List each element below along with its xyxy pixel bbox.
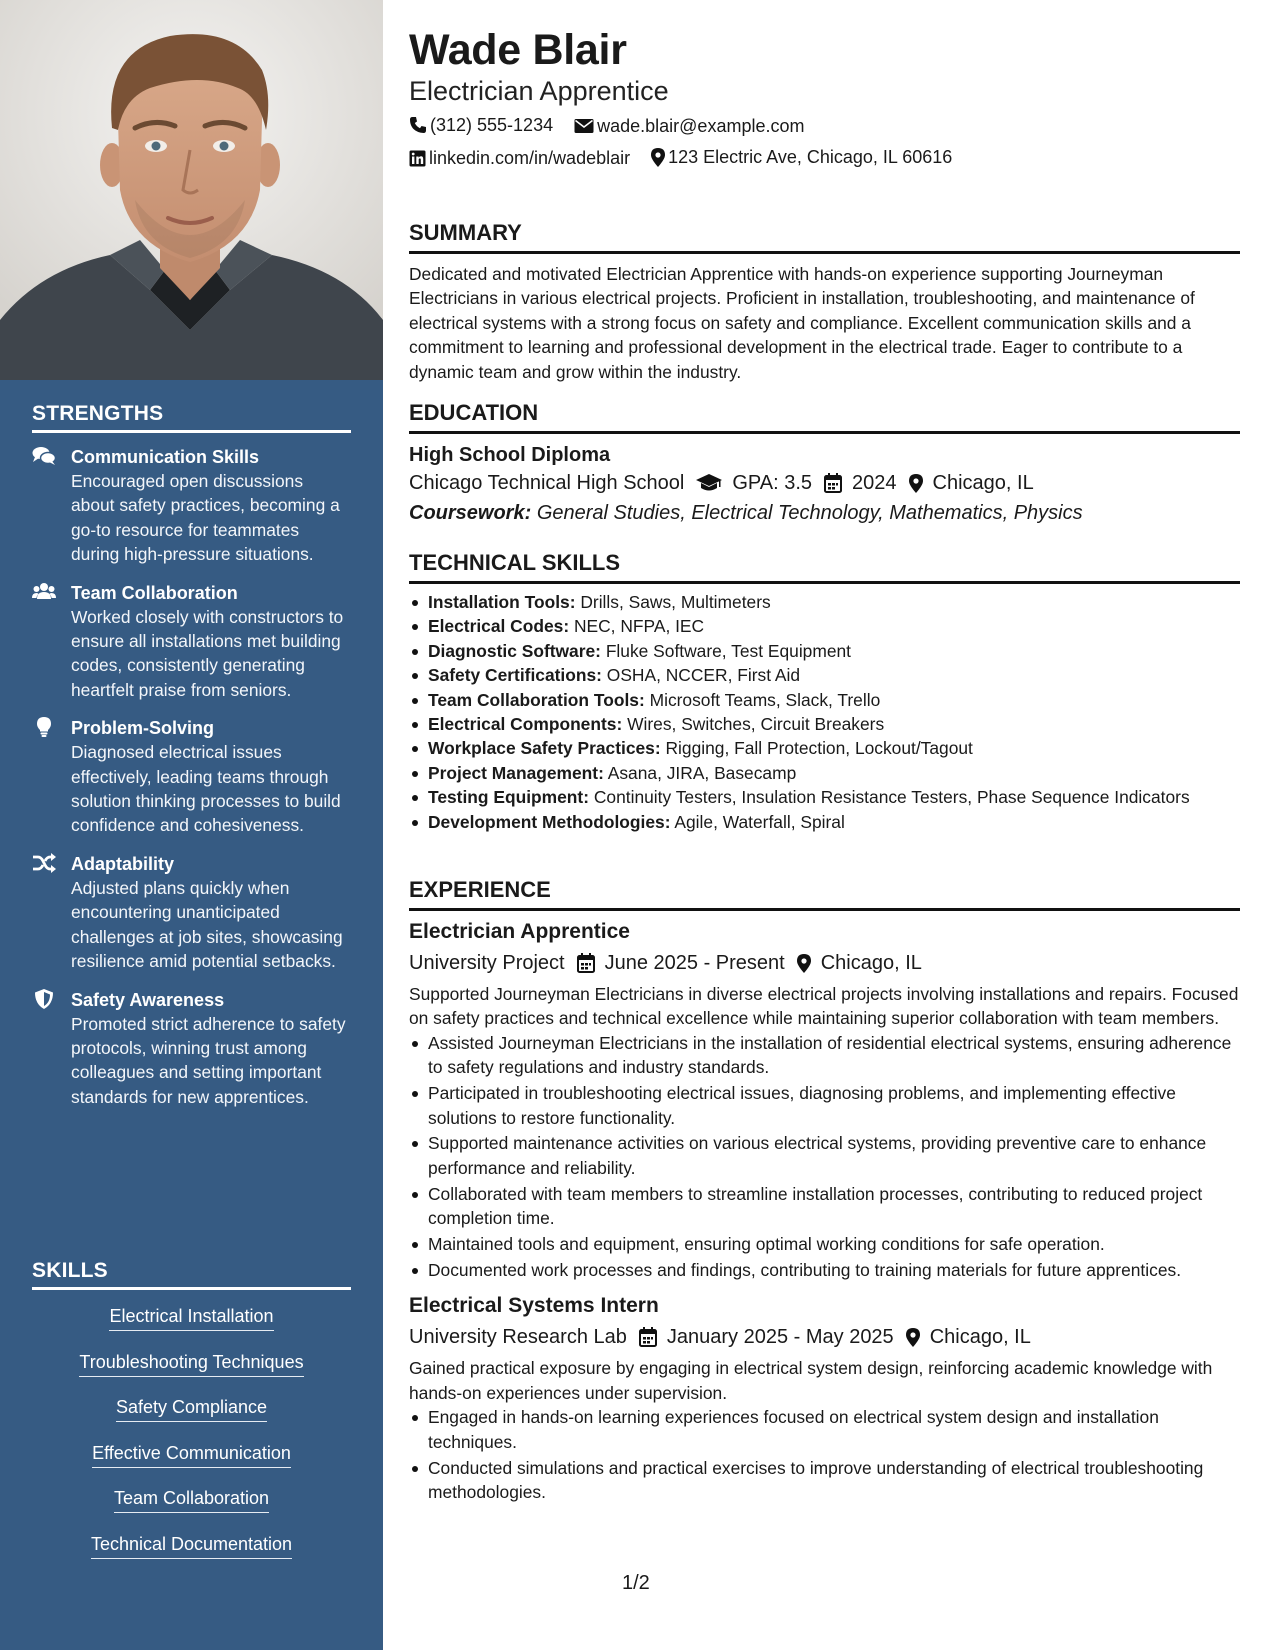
calendar-icon [824, 473, 842, 493]
tech-skill-label: Diagnostic Software: [428, 640, 601, 661]
location-text: Chicago, IL [932, 472, 1034, 494]
envelope-icon [574, 118, 594, 134]
strength-title: Team Collaboration [71, 582, 238, 603]
email-text: wade.blair@example.com [597, 116, 805, 136]
dates-text: June 2025 - Present [604, 952, 785, 974]
tech-skill-label: Workplace Safety Practices: [428, 738, 661, 759]
tech-skill-value: Wires, Switches, Circuit Breakers [627, 714, 885, 735]
education-meta [409, 468, 1240, 498]
tech-skill-label: Installation Tools: [428, 592, 576, 612]
calendar-icon [639, 1327, 657, 1347]
tech-skill-label: Team Collaboration Tools: [428, 689, 645, 710]
shuffle-icon [32, 853, 56, 873]
email-contact[interactable] [574, 114, 804, 138]
tech-skill-value: Rigging, Fall Protection, Lockout/Tagout [665, 738, 973, 759]
job-bullets [409, 1031, 1240, 1283]
skill-item [32, 1350, 351, 1396]
coursework-text: General Studies, Electrical Technology, Mathematics, Physics [536, 502, 1083, 524]
shield-icon [32, 989, 56, 1009]
tech-skill-value: Continuity Testers, Insulation Resistance Testers, Phase Sequence Indicators [593, 787, 1190, 808]
education-heading: EDUCATION [409, 399, 1240, 434]
address-contact [651, 145, 952, 169]
tech-skill-value: Asana, JIRA, Basecamp [607, 762, 797, 783]
phone-icon [409, 116, 427, 134]
map-pin-icon [651, 148, 665, 167]
skill-label: Effective Communication [92, 1441, 291, 1468]
tech-skill-item [409, 761, 1240, 785]
skill-label: Electrical Installation [109, 1304, 273, 1331]
job-entry [409, 1292, 1240, 1504]
skills-heading: SKILLS [32, 1259, 351, 1290]
school-text: Chicago Technical High School [409, 472, 685, 494]
skills-section [32, 1259, 351, 1577]
location-text: Chicago, IL [929, 1326, 1031, 1349]
map-pin-icon [909, 474, 923, 493]
summary-text: Dedicated and motivated Electrician Apprentice with hands-on experience supporting Journeyman Electricians in various electrical projects. Proficient in installation, troubleshooting, and maintenance of electrical systems with a strong focus on safety and compliance. Excellent communication skills and a commitment to learning and professional development in the electrical trade. Eager to contribute to a dynamic team and grow within the industry. [409, 264, 1195, 382]
tech-skill-label: Development Methodologies: [428, 811, 671, 832]
tech-skill-item [409, 688, 1240, 712]
org-text: University Project [409, 952, 565, 974]
strength-item [32, 988, 351, 1110]
tech-skill-value: Microsoft Teams, Slack, Trello [649, 689, 881, 710]
skill-item [32, 1441, 351, 1487]
strength-item [32, 581, 351, 703]
technical-skills-list [409, 590, 1240, 834]
tech-skill-value: OSHA, NCCER, First Aid [606, 665, 801, 686]
strength-item [32, 852, 351, 974]
location-text: Chicago, IL [820, 952, 922, 974]
tech-skill-value: Agile, Waterfall, Spiral [674, 811, 845, 832]
strength-title: Adaptability [71, 853, 175, 874]
degree-title: High School Diploma [409, 444, 611, 466]
tech-skill-item [409, 663, 1240, 687]
job-dates [639, 1322, 894, 1352]
experience-heading: EXPERIENCE [409, 876, 1240, 911]
job-bullet: Engaged in hands-on learning experiences focused on electrical system design and installation techniques. [409, 1405, 1240, 1454]
job-entry [409, 918, 1240, 1282]
linkedin-text: linkedin.com/in/wadeblair [429, 148, 631, 168]
strength-description: Promoted strict adherence to safety protocols, winning trust among colleagues and setting important standards for new apprentices. [71, 1013, 346, 1107]
job-meta [409, 948, 1240, 978]
technical-skills-section [409, 549, 1240, 834]
coursework-label: Coursework: [409, 502, 532, 524]
job-bullet: Participated in troubleshooting electrical issues, diagnosing problems, and implementing effective solutions to restore functionality. [409, 1081, 1240, 1130]
strength-title: Safety Awareness [71, 989, 225, 1010]
strength-description: Adjusted plans quickly when encountering unanticipated challenges at job sites, showcasing resilience amid potential setbacks. [71, 877, 343, 972]
tech-skill-item [409, 810, 1240, 834]
strength-description: Encouraged open discussions about safety practices, becoming a go-to resource for teammates during high-pressure situations. [71, 471, 340, 565]
graduation-year [824, 468, 897, 498]
tech-skill-item [409, 736, 1240, 760]
linkedin-icon [409, 150, 426, 167]
skill-item [32, 1532, 351, 1578]
job-meta [409, 1322, 1240, 1352]
skill-label: Safety Compliance [116, 1395, 267, 1422]
gpa-text: GPA: 3.5 [732, 472, 813, 494]
tech-skill-item [409, 712, 1240, 736]
comments-icon [32, 446, 56, 466]
job-org [409, 948, 565, 978]
education-section [409, 399, 1240, 528]
year-text: 2024 [852, 472, 897, 494]
job-bullet: Supported maintenance activities on various electrical systems, providing preventive care to enhance performance and reliability. [409, 1131, 1240, 1180]
tech-skill-value: NEC, NFPA, IEC [573, 616, 705, 637]
job-bullet: Maintained tools and equipment, ensuring optimal working conditions for safe operation. [409, 1232, 1240, 1256]
portrait-image [0, 0, 383, 380]
tech-skill-item [409, 590, 1240, 614]
school-name [409, 468, 684, 498]
job-org [409, 1322, 627, 1352]
candidate-role: Electrician Apprentice [409, 76, 669, 106]
map-pin-icon [906, 1328, 920, 1347]
summary-heading: SUMMARY [409, 219, 1240, 254]
job-title: Electrical Systems Intern [409, 1294, 659, 1318]
job-bullet: Collaborated with team members to streamline installation processes, contributing to reduced project completion time. [409, 1182, 1240, 1231]
tech-skill-label: Electrical Components: [428, 714, 623, 735]
job-location [797, 948, 922, 978]
skill-item [32, 1395, 351, 1441]
map-pin-icon [797, 954, 811, 973]
calendar-icon [577, 953, 595, 973]
strength-description: Worked closely with constructors to ensure all installations met building codes, consistently generating heartfelt praise from seniors. [71, 606, 344, 700]
org-text: University Research Lab [409, 1326, 627, 1349]
phone-contact[interactable] [409, 113, 553, 137]
tech-skill-label: Project Management: [428, 762, 604, 783]
job-bullet: Assisted Journeyman Electricians in the installation of residential electrical systems, ensuring adherence to safety regulations and industry standards. [409, 1031, 1240, 1080]
summary-section [409, 219, 1240, 384]
strength-item [32, 445, 351, 567]
technical-skills-heading: TECHNICAL SKILLS [409, 549, 1240, 584]
graduation-cap-icon [696, 474, 722, 492]
contact-row-2 [409, 145, 968, 173]
contact-row-1 [409, 113, 820, 140]
job-bullet: Documented work processes and findings, contributing to training materials for future apprentices. [409, 1258, 1240, 1282]
strength-description: Diagnosed electrical issues effectively, leading teams through solution thinking processes to build confidence and cohesiveness. [71, 742, 341, 836]
job-title: Electrician Apprentice [409, 920, 630, 943]
tech-skill-label: Testing Equipment: [428, 787, 590, 808]
dates-text: January 2025 - May 2025 [666, 1326, 894, 1349]
sidebar [0, 0, 383, 1650]
skills-list [32, 1304, 351, 1577]
job-summary: Gained practical exposure by engaging in electrical system design, reinforcing academic knowledge with hands-on experiences under supervision. [409, 1358, 1213, 1403]
tech-skill-label: Safety Certifications: [428, 665, 602, 686]
coursework [409, 498, 1240, 528]
job-dates [577, 948, 785, 978]
tech-skill-value: Drills, Saws, Multimeters [580, 592, 771, 612]
lightbulb-icon [32, 717, 56, 737]
experience-section [409, 876, 1240, 1506]
tech-skill-label: Electrical Codes: [428, 616, 570, 637]
education-location [909, 468, 1034, 498]
skill-label: Team Collaboration [114, 1486, 269, 1513]
candidate-name: Wade Blair [409, 26, 627, 74]
skill-item [32, 1486, 351, 1532]
strengths-heading: STRENGTHS [32, 402, 351, 433]
job-location [906, 1322, 1031, 1352]
page-number: 1/2 [622, 1572, 650, 1594]
strength-item [32, 716, 351, 838]
skill-label: Troubleshooting Techniques [79, 1350, 303, 1377]
tech-skill-item [409, 614, 1240, 638]
job-bullets [409, 1405, 1240, 1504]
users-icon [32, 582, 56, 602]
gpa [696, 468, 812, 498]
strengths-section [32, 402, 351, 1109]
skill-label: Technical Documentation [91, 1532, 292, 1559]
address-text: 123 Electric Ave, Chicago, IL 60616 [668, 147, 953, 167]
phone-text: (312) 555-1234 [430, 115, 554, 135]
job-bullet: Conducted simulations and practical exercises to improve understanding of electrical troubleshooting methodologies. [409, 1456, 1240, 1505]
strength-title: Problem-Solving [71, 718, 215, 739]
strength-title: Communication Skills [71, 447, 260, 467]
tech-skill-item [409, 785, 1240, 809]
skill-item [32, 1304, 351, 1350]
tech-skill-item [409, 639, 1240, 663]
profile-photo [0, 0, 383, 380]
tech-skill-value: Fluke Software, Test Equipment [605, 640, 852, 661]
linkedin-contact[interactable] [409, 146, 630, 170]
job-summary: Supported Journeyman Electricians in diverse electrical projects involving installations and repairs. Focused on safety practices and technical excellence while maintaining superior collaboration with team members. [409, 984, 1239, 1029]
